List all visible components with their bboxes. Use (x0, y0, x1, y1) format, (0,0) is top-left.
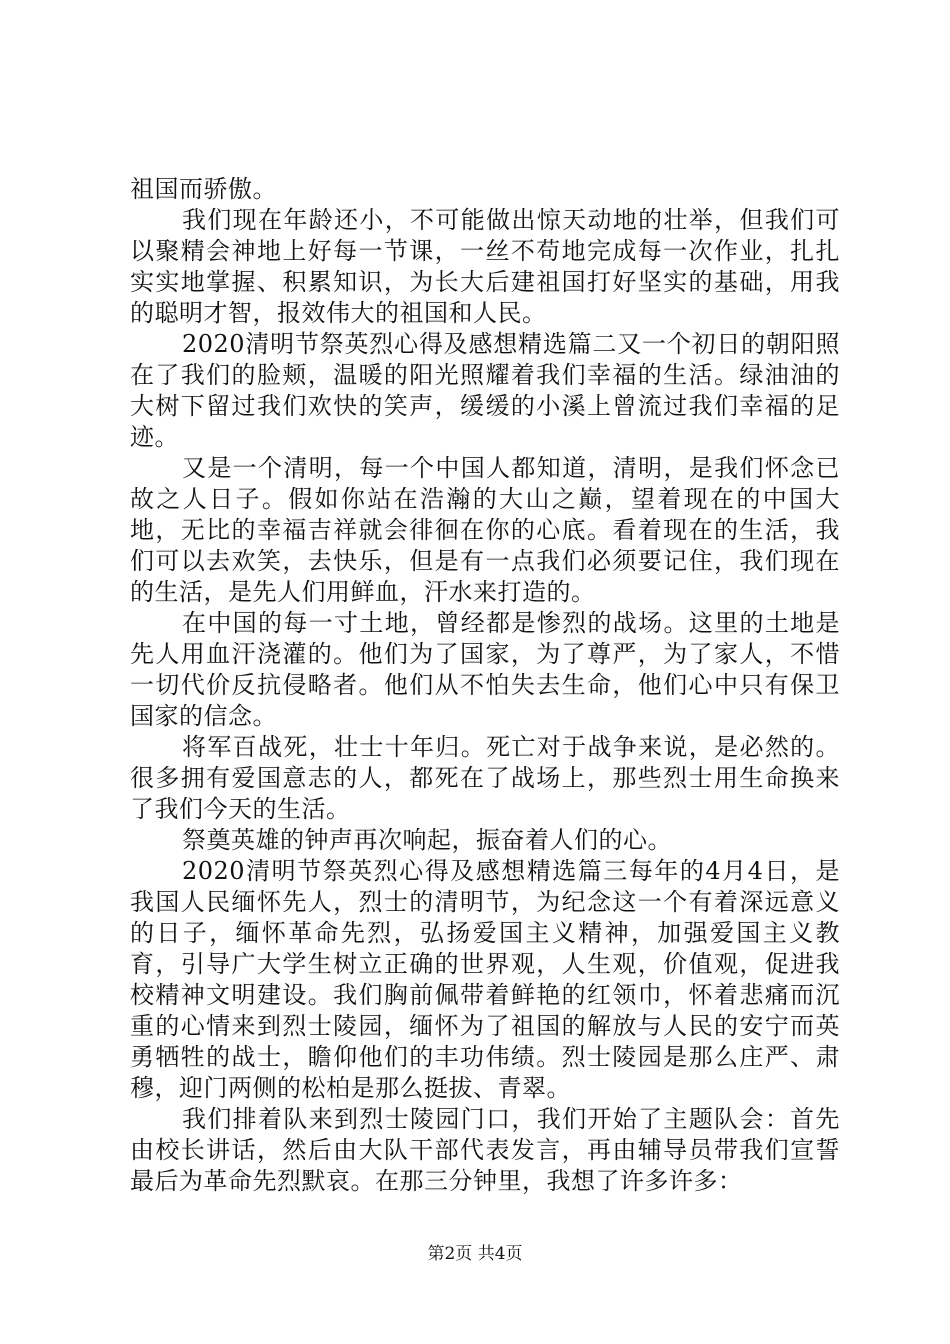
paragraph: 我们现在年龄还小，不可能做出惊天动地的壮举，但我们可以聚精会神地上好每一节课，一丝不苟地完成每一次作业，扎扎实实地掌握、积累知识，为长大后建祖国打好坚实的基础，用我的聪明才智，报效伟大的祖国和人民。 (130, 206, 840, 327)
paragraph: 在中国的每一寸土地，曾经都是惨烈的战场。这里的土地是先人用血汗浇灌的。他们为了国家，为了尊严，为了家人，不惜一切代价反抗侵略者。他们从不怕失去生命，他们心中只有保卫国家的信念。 (130, 609, 840, 730)
paragraph: 又是一个清明，每一个中国人都知道，清明，是我们怀念已故之人日子。假如你站在浩瀚的大山之巅，望着现在的中国大地，无比的幸福吉祥就会徘徊在你的心底。看着现在的生活，我们可以去欢笑，去快乐，但是有一点我们必须要记住，我们现在的生活，是先人们用鲜血，汗水来打造的。 (130, 454, 840, 606)
paragraph: 2020清明节祭英烈心得及感想精选篇三每年的4月4日，是我国人民缅怀先人，烈士的清明节，为纪念这一个有着深远意义的日子，缅怀革命先烈，弘扬爱国主义精神，加强爱国主义教育，引导广大学生树立正确的世界观，人生观，价值观，促进我校精神文明建设。我们胸前佩带着鲜艳的红领巾，怀着悲痛而沉重的心情来到烈士陵园，缅怀为了祖国的解放与人民的安宁而英勇牺牲的战士，瞻仰他们的丰功伟绩。烈士陵园是那么庄严、肃穆，迎门两侧的松柏是那么挺拔、青翠。 (130, 857, 840, 1102)
paragraph: 将军百战死，壮士十年归。死亡对于战争来说，是必然的。很多拥有爱国意志的人，都死在了战场上，那些烈士用生命换来了我们今天的生活。 (130, 733, 840, 823)
page-number-footer: 第2页 共4页 (427, 1244, 523, 1264)
paragraph: 祭奠英雄的钟声再次响起，振奋着人们的心。 (182, 826, 672, 854)
document-body (130, 174, 840, 1197)
paragraph: 我们排着队来到烈士陵园门口，我们开始了主题队会：首先由校长讲话，然后由大队干部代表发言，再由辅导员带我们宣誓最后为革命先烈默哀。在那三分钟里，我想了许多许多： (130, 1105, 840, 1195)
paragraph: 祖国而骄傲。 (130, 175, 277, 203)
paragraph: 2020清明节祭英烈心得及感想精选篇二又一个初日的朝阳照在了我们的脸颊，温暖的阳光照耀着我们幸福的生活。绿油油的大树下留过我们欢快的笑声，缓缓的小溪上曾流过我们幸福的足迹。 (130, 330, 840, 451)
